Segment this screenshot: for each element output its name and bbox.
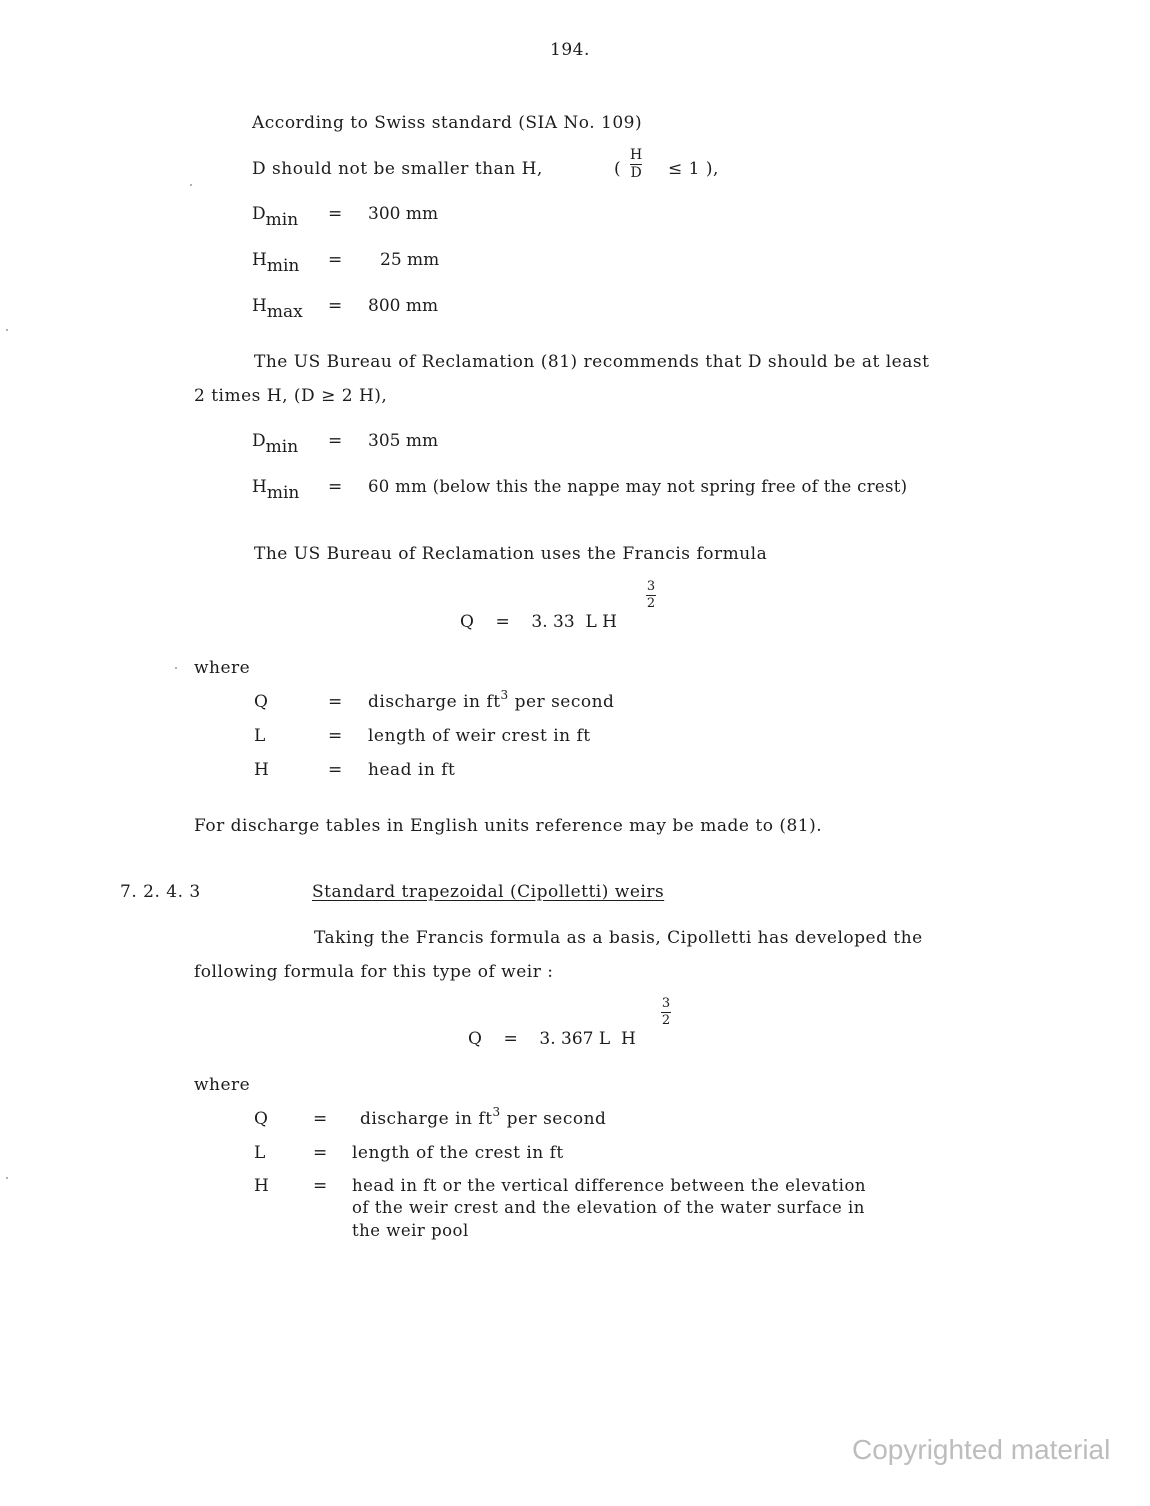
row-equals: = [328,477,343,497]
open-paren: ( [614,159,621,179]
swiss-row-hmax [252,296,303,322]
row-equals: = [328,250,343,270]
swiss-row-hmin [252,250,300,276]
usbr-para-line1: The US Bureau of Reclamation (81) recommends that D should be at least [254,352,930,372]
cipolletti-para-line2: following formula for this type of weir : [194,962,554,982]
row-symbol: H [252,296,267,316]
row-symbol: H [252,477,267,497]
cipolletti-formula: Q = 3. 367 L H [468,1029,636,1049]
row-equals: = [328,431,343,451]
section-number: 7. 2. 4. 3 [120,882,201,902]
exponent-numerator: 3 [646,579,656,594]
usbr-para-line2: 2 times H, (D ≥ 2 H), [194,386,388,406]
def-symbol: H [254,1176,269,1196]
def-text: length of weir crest in ft [368,726,591,746]
row-value: 25 mm [380,250,440,270]
row-subscript: min [265,210,299,230]
def-text-part: per second [500,1109,607,1129]
exponent-numerator: 3 [661,996,671,1011]
usbr-row-dmin [252,431,299,457]
cipolletti-para-line1: Taking the Francis formula as a basis, Cipolletti has developed the [314,928,923,948]
def-symbol: Q [254,692,268,712]
row-subscript: min [266,256,300,276]
row-equals: = [328,204,343,224]
francis-intro: The US Bureau of Reclamation uses the Francis formula [254,544,768,564]
francis-exponent [646,580,656,610]
tables-reference: For discharge tables in English units reference may be made to (81). [194,816,823,836]
def-text: head in ft [368,760,456,780]
row-symbol: D [252,431,266,451]
def-symbol: H [254,760,269,780]
cipolletti-exponent [661,997,671,1027]
exponent-denominator: 2 [646,596,656,611]
scan-speck [6,329,8,331]
fraction-denominator: D [630,165,642,181]
row-equals: = [328,296,343,316]
row-symbol: H [252,250,267,270]
def-symbol: L [254,726,266,746]
swiss-intro: According to Swiss standard (SIA No. 109) [252,113,643,133]
row-subscript: max [266,302,303,322]
def-text: length of the crest in ft [352,1143,564,1163]
row-subscript: min [266,483,300,503]
section-title: Standard trapezoidal (Cipolletti) weirs [312,882,665,902]
row-value: 300 mm [368,204,439,224]
where-label: where [194,658,251,678]
def-text-part: per second [508,692,615,712]
def-superscript: 3 [492,1105,501,1119]
swiss-condition: D should not be smaller than H, [252,159,543,179]
def-text-line: of the weir crest and the elevation of the water surface in [352,1198,865,1217]
def-equals: = [313,1143,328,1163]
def-symbol: Q [254,1109,268,1129]
def-equals: = [313,1176,328,1196]
copyright-watermark: Copyrighted material [852,1434,1111,1465]
h-over-d-fraction [630,148,642,180]
def-text-part: discharge in ft [368,692,501,712]
scan-speck [6,1177,8,1179]
def-equals: = [328,760,343,780]
def-equals: = [328,726,343,746]
def-text-part: discharge in ft [360,1109,493,1129]
scan-speck [175,667,177,669]
swiss-row-dmin [252,204,299,230]
exponent-denominator: 2 [661,1013,671,1028]
where-label: where [194,1075,251,1095]
row-value: 60 mm (below this the nappe may not spring free of the crest) [368,477,908,496]
fraction-numerator: H [630,147,643,163]
def-text [360,1105,607,1129]
row-value: 305 mm [368,431,439,451]
row-symbol: D [252,204,266,224]
def-equals: = [313,1109,328,1129]
def-text [368,688,615,712]
def-text-line: the weir pool [352,1221,469,1240]
row-subscript: min [265,437,299,457]
def-equals: = [328,692,343,712]
usbr-row-hmin [252,477,300,503]
def-text-line: head in ft or the vertical difference between the elevation [352,1176,867,1195]
def-superscript: 3 [500,688,509,702]
scan-speck [190,184,192,186]
def-symbol: L [254,1143,266,1163]
fraction-relation: ≤ 1 ), [668,159,719,179]
row-value: 800 mm [368,296,439,316]
francis-formula: Q = 3. 33 L H [460,612,617,632]
page-number: 194. [550,40,590,60]
